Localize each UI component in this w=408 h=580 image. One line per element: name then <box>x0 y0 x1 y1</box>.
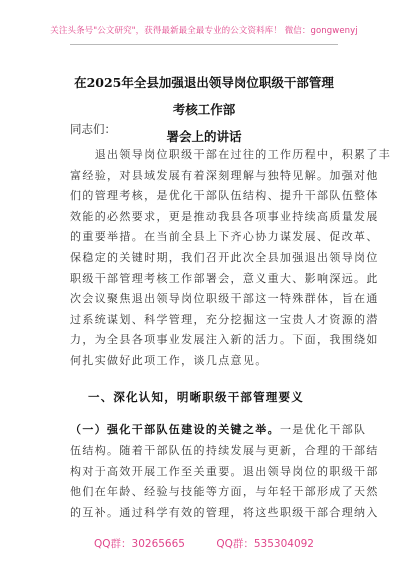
paragraph-line: 伍结构。随着干部队伍的持续发展与更新，合理的干部结 <box>70 443 379 457</box>
footer-qq-group-2: QQ群：535304092 <box>216 538 314 550</box>
section-heading-1: 一、深化认知，明晰职级干部管理要义 <box>88 390 304 404</box>
title-line-1: 在2025年全县加强退出领导岗位职级干部管理考核工作部 <box>74 75 334 117</box>
footer-qq-group-1: QQ群：30265665 <box>94 538 185 550</box>
paragraph-line: 力，为全县各项事业发展注入新的活力。下面，我围绕如 <box>70 333 379 347</box>
header-banner: 关注头条号"公文研究"，获得最新最全最专业的公文资料库！ 微信：gongwenyj <box>50 26 358 36</box>
paragraph-line: 的互补。通过科学有效的管理，将这些职级干部合理纳入 <box>70 506 379 520</box>
paragraph-line: 退出领导岗位职级干部在过往的工作历程中，积累了丰 <box>70 148 392 161</box>
paragraph-line: 何扎实做好此项工作，谈几点意见。 <box>70 353 268 367</box>
paragraph-2-lead: 一是优化干部队 <box>279 423 367 436</box>
paragraph-line: 构对于高效开展工作至关重要。退出领导岗位的职级干部 <box>70 464 379 478</box>
paragraph-line: 的重要举措。在当前全县上下齐心协力谋发展、促改革、 <box>70 230 379 244</box>
salutation: 同志们： <box>70 122 116 136</box>
paragraph-line: 过系统谋划、科学管理，充分挖掘这一宝贵人才资源的潜 <box>70 312 379 326</box>
header-divider <box>70 44 338 45</box>
title-line-2: 署会上的讲话 <box>166 129 242 144</box>
paragraph-line: 次会议聚焦退出领导岗位职级干部这一特殊群体，旨在通 <box>70 292 379 306</box>
paragraph-2 <box>70 420 379 524</box>
paragraph-1 <box>70 145 392 372</box>
paragraph-line: 效能的必然要求，更是推动我县各项事业持续高质量发展 <box>70 209 379 223</box>
paragraph-line: 们的管理考核，是优化干部队伍结构、提升干部队伍整体 <box>70 189 379 203</box>
paragraph-line: 职级干部管理考核工作部署会，意义重大、影响深远。此 <box>70 271 379 285</box>
paragraph-line: 保稳定的关键时期，我们召开此次全县加强退出领导岗位 <box>70 250 379 264</box>
footer <box>0 536 408 551</box>
subheading-1: （一）强化干部队伍建设的关键之举。 <box>70 423 280 436</box>
paragraph-line <box>70 420 367 441</box>
paragraph-line: 富经验，对县域发展有着深刻理解与独特见解。加强对他 <box>70 168 379 182</box>
paragraph-line: 他们在年龄、经验与技能等方面，与年轻干部形成了天然 <box>70 485 379 499</box>
